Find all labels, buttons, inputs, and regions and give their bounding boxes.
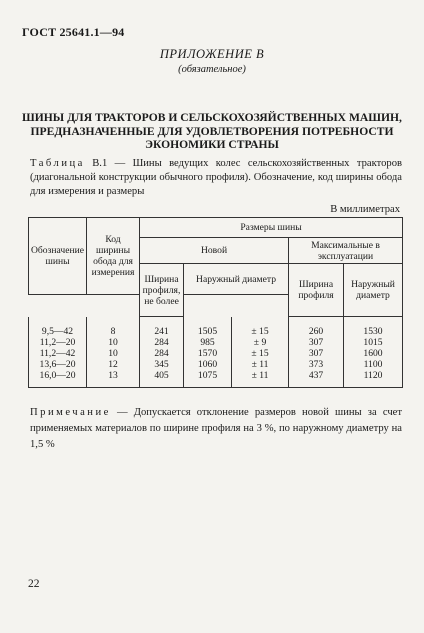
- table-row: [29, 317, 403, 338]
- cell-designation: 11,2—42: [29, 348, 87, 359]
- cell-diameter-nominal: 985: [184, 337, 232, 348]
- header-outer-diameter-max: Наружный диаметр: [344, 264, 403, 317]
- cell-section-width-max: 307: [289, 337, 344, 348]
- table-row: [29, 359, 403, 370]
- cell-diameter-max: 1100: [344, 359, 403, 370]
- appendix-status: (обязательное): [178, 64, 246, 75]
- cell-rim-code: 8: [87, 317, 140, 338]
- cell-diameter-tolerance: ± 15: [232, 348, 289, 359]
- cell-section-width-new: 345: [140, 359, 184, 370]
- header-designation: Обозначение шины: [29, 218, 87, 295]
- cell-section-width-new: 284: [140, 348, 184, 359]
- standard-number: ГОСТ 25641.1—94: [22, 25, 125, 39]
- cell-rim-code: 13: [87, 370, 140, 388]
- section-title-line: ШИНЫ ДЛЯ ТРАКТОРОВ И СЕЛЬСКОХОЗЯЙСТВЕННЫХ МАШИН,: [22, 111, 402, 124]
- cell-section-width-new: 405: [140, 370, 184, 388]
- cell-designation: 13,6—20: [29, 359, 87, 370]
- cell-diameter-max: 1530: [344, 317, 403, 338]
- header-new: Новой: [140, 238, 289, 264]
- units-note: В миллиметрах: [330, 204, 400, 215]
- cell-section-width-max: 260: [289, 317, 344, 338]
- cell-rim-code: 10: [87, 348, 140, 359]
- table-caption-text: В.1 — Шины ведущих колес сельскохозяйственных тракторов (диагональной конструкции обычного профиля). Обозначение, код ширины обода для измерения и размеры: [30, 158, 402, 197]
- table-note: [30, 405, 402, 453]
- cell-diameter-tolerance: ± 11: [232, 370, 289, 388]
- cell-diameter-max: 1120: [344, 370, 403, 388]
- cell-rim-code: 12: [87, 359, 140, 370]
- note-text: — Допускается отклонение размеров новой шины за счет применяемых материалов по ширине профиля на 3 %, по наружному диаметру на 1,5 %: [30, 407, 402, 450]
- table-row: [29, 337, 403, 348]
- cell-designation: 16,0—20: [29, 370, 87, 388]
- tire-size-table: [28, 217, 403, 388]
- cell-designation: 9,5—42: [29, 317, 87, 338]
- header-tire-sizes: Размеры шины: [140, 218, 403, 238]
- cell-diameter-max: 1015: [344, 337, 403, 348]
- cell-section-width-max: 437: [289, 370, 344, 388]
- section-title: [0, 111, 424, 152]
- cell-rim-code: 10: [87, 337, 140, 348]
- section-title-line: ЭКОНОМИКИ СТРАНЫ: [145, 138, 279, 151]
- header-section-width-max: Ширина профиля, не более: [140, 264, 184, 317]
- section-title-line: ПРЕДНАЗНАЧЕННЫЕ ДЛЯ УДОВЛЕТВОРЕНИЯ ПОТРЕБНОСТИ: [30, 124, 394, 138]
- header-outer-diameter: Наружный диаметр: [184, 264, 289, 295]
- table-row: [29, 370, 403, 388]
- page-number: 22: [28, 578, 40, 590]
- appendix-title: ПРИЛОЖЕНИЕ В: [159, 47, 265, 61]
- cell-diameter-nominal: 1075: [184, 370, 232, 388]
- header-section-width: Ширина профиля: [289, 264, 344, 317]
- cell-diameter-tolerance: ± 11: [232, 359, 289, 370]
- note-label: Примечание: [30, 407, 111, 418]
- cell-diameter-nominal: 1570: [184, 348, 232, 359]
- cell-diameter-max: 1600: [344, 348, 403, 359]
- cell-diameter-nominal: 1060: [184, 359, 232, 370]
- cell-section-width-new: 284: [140, 337, 184, 348]
- cell-diameter-nominal: 1505: [184, 317, 232, 338]
- table-caption: [30, 157, 402, 199]
- cell-section-width-max: 307: [289, 348, 344, 359]
- cell-section-width-max: 373: [289, 359, 344, 370]
- cell-diameter-tolerance: ± 9: [232, 337, 289, 348]
- table-row: [29, 348, 403, 359]
- cell-designation: 11,2—20: [29, 337, 87, 348]
- header-rim-code: Код ширины обода для измерения: [87, 218, 140, 295]
- header-max-operating: Максимальные в эксплуатации: [289, 238, 403, 264]
- cell-section-width-new: 241: [140, 317, 184, 338]
- table-caption-label: Таблица: [30, 158, 85, 169]
- cell-diameter-tolerance: ± 15: [232, 317, 289, 338]
